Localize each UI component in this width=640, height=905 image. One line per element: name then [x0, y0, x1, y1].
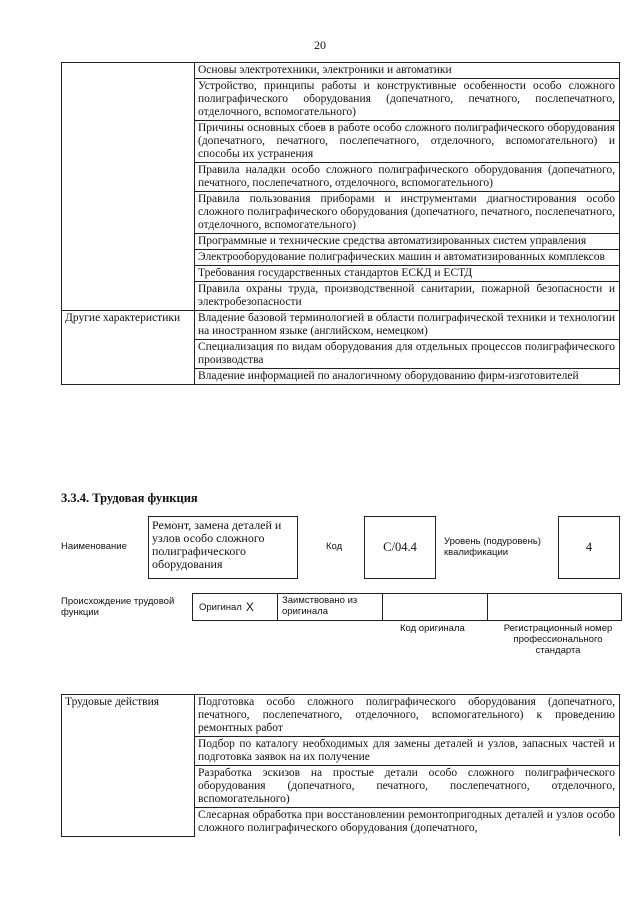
- section-title: 3.3.4. Трудовая функция: [61, 491, 198, 505]
- row-text: Основы электротехники, электроники и автоматики: [195, 63, 620, 79]
- level-label: Уровень (подуровень) квалификации: [444, 536, 541, 558]
- row-text: Устройство, принципы работы и конструктивные особенности особо сложного полиграфического оборудования (допечатного, печатного, послепечатного, отделочного, вспомогательного): [195, 79, 620, 121]
- origin-row: [192, 593, 622, 621]
- row-text: Владение базовой терминологией в области полиграфической техники и технологии на иностранном языке (английском, немецком): [195, 311, 620, 340]
- row-text: Требования государственных стандартов ЕСКД и ЕСТД: [195, 266, 620, 282]
- row-text: Разработка эскизов на простые детали особо сложного полиграфического оборудования (допечатного, печатного, послепечатного, отделочного, вспомогательного): [195, 766, 620, 808]
- row-text: Слесарная обработка при восстановлении ремонтопригодных деталей и узлов особо сложного полиграфического оборудования (допечатного,: [195, 808, 620, 837]
- requirements-table: [61, 62, 620, 385]
- labor-actions-table: [61, 694, 620, 837]
- code-original-cell: [383, 594, 488, 620]
- row-text: Правила охраны труда, производственной санитарии, пожарной безопасности и электробезопасности: [195, 282, 620, 311]
- page-number: 20: [314, 38, 326, 52]
- original-cell: [193, 594, 278, 620]
- original-mark: X: [245, 600, 254, 614]
- borrowed-label: Заимствовано из оригинала: [282, 595, 358, 617]
- row-text: Причины основных сбоев в работе особо сложного полиграфического оборудования (допечатного, печатного, послепечатного, отделочного, вспомогательного) и способы их устранения: [195, 121, 620, 163]
- row-text: Правила наладки особо сложного полиграфического оборудования (допечатного, печатного, послепечатного, отделочного, вспомогательного): [195, 163, 620, 192]
- row-label: [62, 63, 195, 311]
- reg-number-label: Регистрационный номер профессионального стандарта: [503, 623, 613, 656]
- function-name: Ремонт, замена деталей и узлов особо сложного полиграфического оборудования: [148, 516, 298, 579]
- row-text: Правила пользования приборами и инструментами диагностирования особо сложного полиграфического оборудования (допечатного, печатного, послепечатного, отделочного, вспомогательного): [195, 192, 620, 234]
- row-text: Электрооборудование полиграфических машин и автоматизированных комплексов: [195, 250, 620, 266]
- row-text: Подбор по каталогу необходимых для замены деталей и узлов, запасных частей и подготовка заявок на их получение: [195, 737, 620, 766]
- row-text: Программные и технические средства автоматизированных систем управления: [195, 234, 620, 250]
- code-label: Код: [326, 541, 343, 552]
- code-original-label: Код оригинала: [400, 623, 465, 634]
- reg-number-cell: [488, 594, 621, 620]
- table-row: [62, 311, 620, 340]
- row-label-other: Другие характеристики: [62, 311, 195, 385]
- row-text: Подготовка особо сложного полиграфического оборудования (допечатного, печатного, послепечатного, отделочного, вспомогательного) к проведению ремонтных работ: [195, 695, 620, 737]
- row-text: Владение информацией по аналогичному оборудованию фирм-изготовителей: [195, 369, 620, 385]
- table-row: [62, 695, 620, 737]
- borrowed-cell: [278, 594, 383, 620]
- origin-label: Происхождение трудовой функции: [61, 596, 175, 618]
- table-row: [62, 63, 620, 79]
- code-value: С/04.4: [364, 516, 436, 579]
- original-label: Оригинал: [199, 601, 242, 613]
- row-text: Специализация по видам оборудования для отдельных процессов полиграфического производства: [195, 340, 620, 369]
- labor-actions-label: Трудовые действия: [62, 695, 195, 837]
- level-value: 4: [558, 516, 620, 579]
- name-label: Наименование: [61, 541, 127, 552]
